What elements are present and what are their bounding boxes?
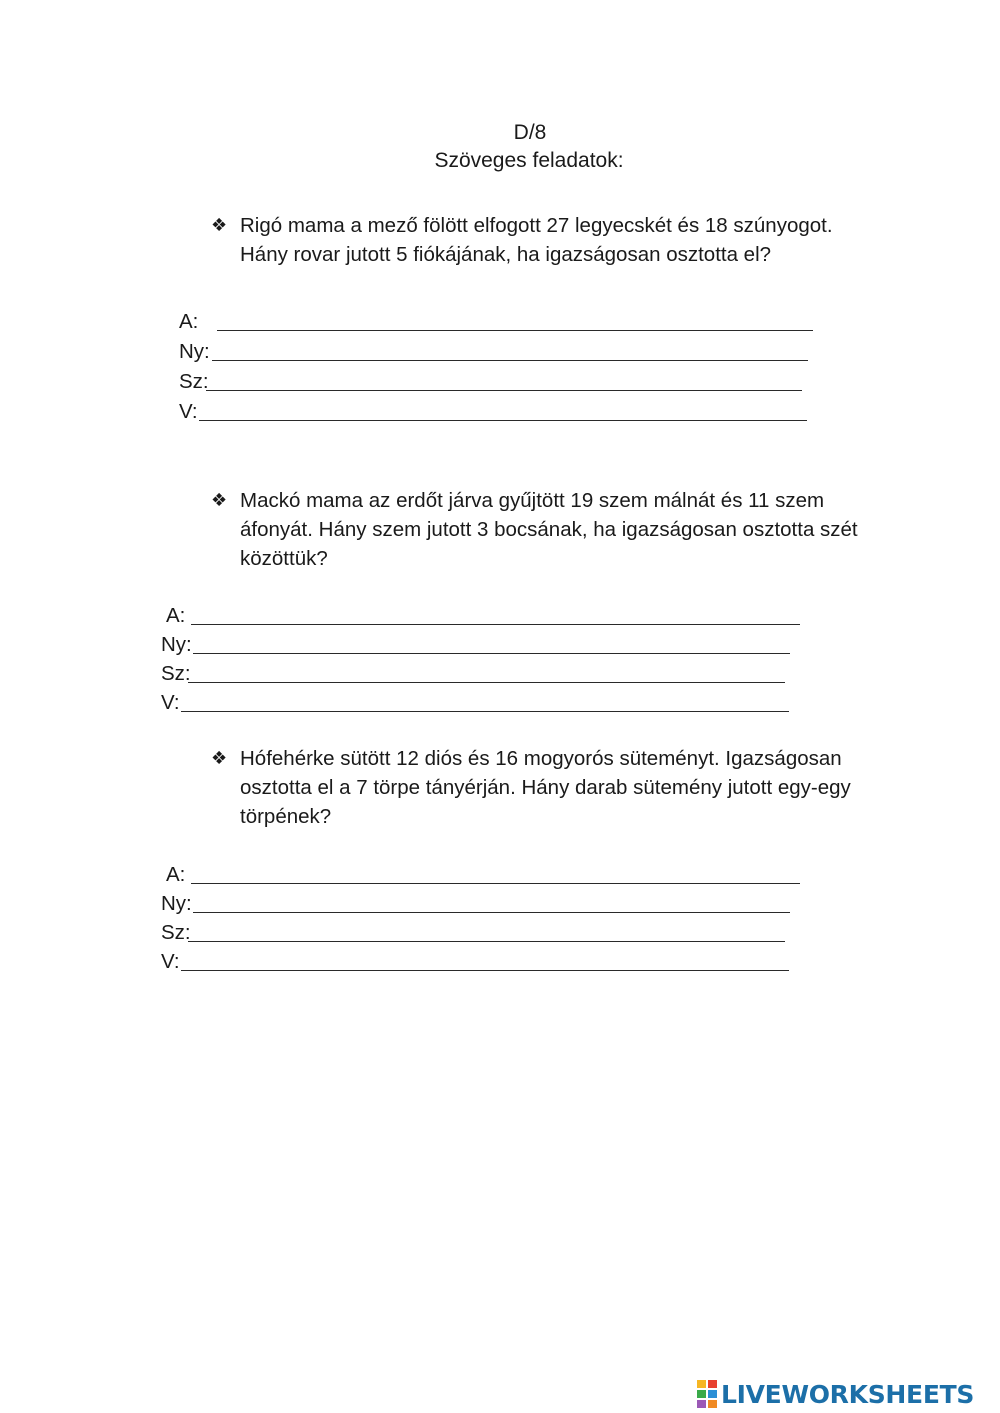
answer-line-sz[interactable]: [188, 682, 785, 683]
worksheet-code: D/8: [513, 121, 547, 144]
answer-row-ny: [161, 888, 801, 918]
answer-line-a[interactable]: [191, 883, 800, 884]
word-problem-2: [211, 486, 891, 573]
answer-label: V:: [179, 400, 198, 423]
answer-block-2: [161, 600, 801, 720]
answer-label: Ny:: [179, 340, 210, 363]
answer-line-a[interactable]: [191, 624, 800, 625]
answer-line-ny[interactable]: [193, 912, 790, 913]
liveworksheets-mark-icon: [697, 1380, 719, 1408]
word-problem-text: Rigó mama a mező fölött elfogott 27 legyecskét és 18 szúnyogot. Hány rovar jutott 5 fiókájának, ha igazságosan osztotta el?: [240, 214, 833, 266]
answer-line-a[interactable]: [217, 330, 813, 331]
answer-label: A:: [166, 604, 186, 627]
answer-label: A:: [166, 863, 186, 886]
answer-label: A:: [179, 310, 199, 333]
answer-line-ny[interactable]: [212, 360, 808, 361]
word-problem-text: Mackó mama az erdőt járva gyűjtött 19 szem málnát és 11 szem áfonyát. Hány szem jutott 3 bocsának, ha igazságosan osztotta szét közöttük?: [240, 489, 858, 570]
liveworksheets-logo: [697, 1378, 974, 1410]
diamond-bullet-icon: ❖: [211, 748, 228, 768]
word-problem-text: Hófehérke sütött 12 diós és 16 mogyorós süteményt. Igazságosan osztotta el a 7 törpe tányérján. Hány darab sütemény jutott egy-egy törpének?: [240, 747, 851, 828]
diamond-bullet-icon: ❖: [211, 490, 228, 510]
answer-row-a: [161, 859, 801, 889]
word-problem-1: [211, 211, 891, 269]
answer-line-sz[interactable]: [188, 941, 785, 942]
answer-label: V:: [161, 691, 180, 714]
answer-label: Ny:: [161, 633, 192, 656]
liveworksheets-logo-text: LIVEWORKSHEETS: [721, 1379, 975, 1409]
worksheet-title: Szöveges feladatok:: [434, 149, 624, 172]
word-problem-3: [211, 744, 891, 831]
answer-row-ny: [179, 336, 819, 366]
answer-label: Ny:: [161, 892, 192, 915]
answer-line-sz[interactable]: [206, 390, 802, 391]
answer-row-v: [161, 946, 801, 976]
answer-label: V:: [161, 950, 180, 973]
answer-row-sz: [161, 658, 801, 688]
answer-label: Sz:: [161, 662, 191, 685]
answer-line-v[interactable]: [181, 970, 789, 971]
answer-row-ny: [161, 629, 801, 659]
answer-block-1: [179, 306, 819, 430]
answer-label: Sz:: [161, 921, 191, 944]
answer-label: Sz:: [179, 370, 209, 393]
answer-block-3: [161, 859, 801, 979]
answer-row-a: [161, 600, 801, 630]
answer-row-v: [179, 396, 819, 426]
answer-line-ny[interactable]: [193, 653, 790, 654]
answer-row-sz: [161, 917, 801, 947]
answer-line-v[interactable]: [199, 420, 807, 421]
answer-line-v[interactable]: [181, 711, 789, 712]
answer-row-sz: [179, 366, 819, 396]
diamond-bullet-icon: ❖: [211, 215, 228, 235]
answer-row-v: [161, 687, 801, 717]
answer-row-a: [179, 306, 819, 336]
